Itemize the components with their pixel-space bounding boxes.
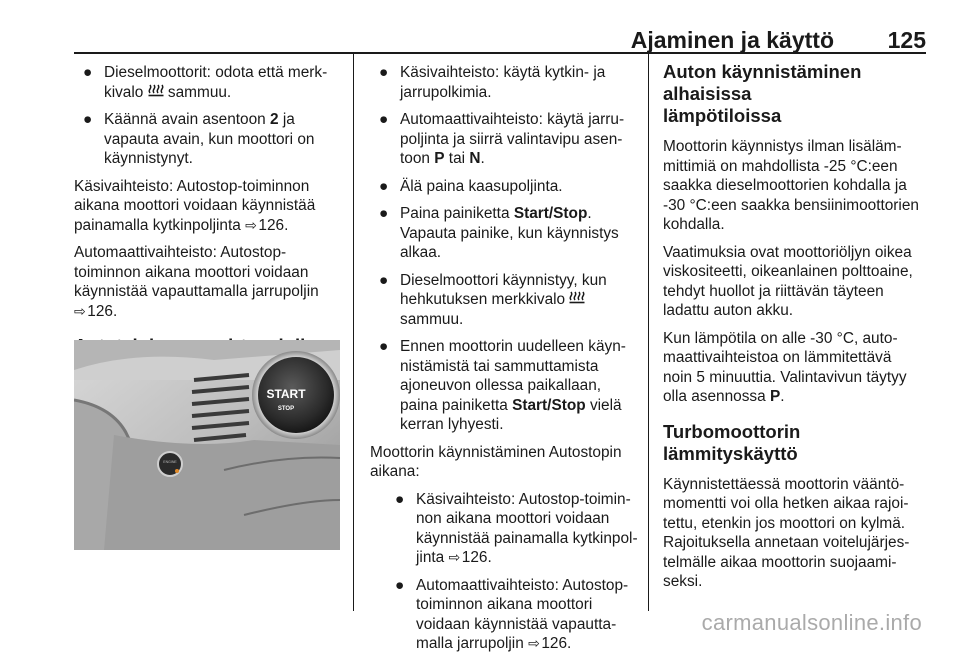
page-link[interactable]: 126. [541,635,572,652]
bullet-item: ● Älä paina kaasupoljinta. [379,177,563,195]
paragraph: Käsivaihteisto: Autostop-toiminnon aikana moottori voidaan käynnistää painamalla kytkinpoljinta ⇨ 126. [74,177,316,234]
bullet-item: ● Käsivaihteisto: käytä kytkin- ja jarrupolkimia. [379,64,606,101]
bullet-item: ● Automaattivaihteisto: käytä jarru- poljinta ja siirrä valintavipu asen- toon P tai N. [379,111,625,167]
column-divider-2 [648,54,649,611]
bullet-item: ● Dieselmoottorit: odota että merk- kivalo sammuu. [83,64,328,101]
section-heading: Turbomoottorin lämmityskäyttö [663,420,801,464]
footer-watermark: carmanualsonline.info [701,610,922,635]
section-heading: Auton käynnistäminen alhaisissa lämpötiloissa [663,61,862,126]
paragraph: Automaattivaihteisto: Autostop- toiminnon aikana moottori voidaan käynnistää vapauttamalla jarrupoljin ⇨ 126. [74,244,319,320]
paragraph: Vaatimuksia ovat moottoriöljyn oikea viskositeetti, oikeanlainen polttoaine, tehdyt huollot ja riittävän täyteen ladattu auton akku. [663,243,913,319]
column-1 [74,63,346,367]
paragraph: Moottorin käynnistäminen Autostopin aikana: [370,443,622,480]
start-stop-button-photo [74,340,340,550]
sub-bullet-item: ● Käsivaihteisto: Autostop-toimin- non aikana moottori voidaan käynnistää painamalla kytkinpol- jinta ⇨ 126. [395,490,638,566]
page-link[interactable]: 126. [87,302,118,320]
bullet-item: ● Dieselmoottori käynnistyy, kun hehkutuksen merkkivalo sammuu. [379,271,607,328]
paragraph: Moottorin käynnistys ilman lisäläm- mittimiä on mahdollista -25 °C:een saakka dieselmoottorien kohdalla ja -30 °C:een saakka bensiinimoottorien kohdalla. [663,138,919,233]
bullet-item: ● Paina painiketta Start/Stop. Vapauta painike, kun käynnistys alkaa. [379,205,619,261]
page-header [74,22,926,52]
column-3 [663,63,928,600]
column-divider-1 [353,54,354,611]
page-link[interactable]: 126. [461,549,492,566]
page-number: 125 [887,27,926,53]
page-reference-icon[interactable]: ⇨ [528,635,540,651]
page-link[interactable]: 126. [258,216,289,234]
page-reference-icon[interactable]: ⇨ [448,549,461,565]
bullet-item: ● Käännä avain asentoon 2 ja vapauta avain, kun moottori on käynnistynyt. [83,111,315,167]
chapter-title: Ajaminen ja käyttö [630,27,834,53]
header-rule [74,52,926,54]
column-2 [370,63,640,662]
bullet-item: ● Ennen moottorin uudelleen käyn- nistämistä tai sammuttamista ajoneuvon ollessa paikallaan, paina painiketta Start/Stop vielä kerran lyhyesti. [379,338,626,433]
engine-button-label: ENGINE [163,460,177,464]
paragraph: Käynnistettäessä moottorin vääntö- momentti voi olla hetken aikaa rajoi- tettu, etenkin jos moottori on kylmä. Rajoituksella annetaan voitelujärjes- telmälle aikaa moottorin suojaami- seksi. [663,475,910,590]
sub-bullet-item: ● Automaattivaihteisto: Autostop- toiminnon aikana moottori voidaan käynnistää vapautta- malla jarrupoljin ⇨ 126. [395,576,629,652]
paragraph: Kun lämpötila on alle -30 °C, auto- maattivaihteistoa on lämmitettävä noin 5 minuuttia. Valintavivun täytyy olla asennossa P. [663,329,907,405]
glow-plug-icon [148,83,164,98]
start-label: START [266,387,306,401]
stop-label: STOP [277,406,295,412]
page-reference-icon[interactable]: ⇨ [74,302,86,319]
page-reference-icon[interactable]: ⇨ [245,216,257,233]
glow-plug-icon [569,290,585,305]
